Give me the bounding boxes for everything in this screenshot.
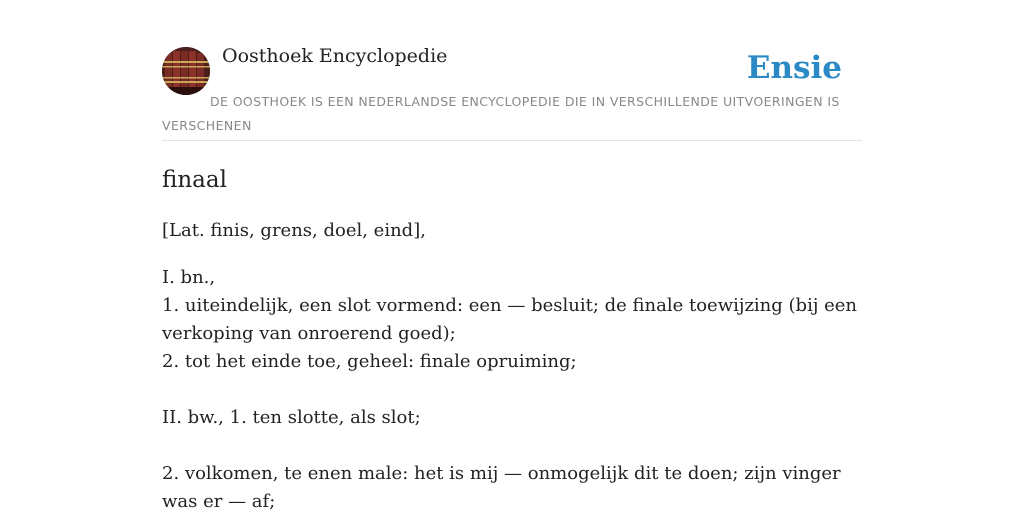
header — [162, 0, 862, 141]
entry-title: finaal — [162, 167, 227, 193]
definition-line: II. bw., 1. ten slotte, als slot; — [162, 407, 421, 428]
entry-etymology: [Lat. finis, grens, doel, eind], — [162, 220, 426, 241]
entry-content — [162, 165, 862, 516]
definition-line: 2. volkomen, te enen male: het is mij — onmogelijk dit te doen; zijn vinger was er — af; — [162, 463, 841, 512]
ensie-logo[interactable]: Ensie — [746, 50, 842, 86]
site-tagline: DE OOSTHOEK IS EEN NEDERLANDSE ENCYCLOPEDIE DIE IN VERSCHILLENDE UITVOERINGEN IS VERSCHENEN — [162, 94, 840, 133]
entry-definition — [162, 264, 862, 516]
definition-line: 2. tot het einde toe, geheel: finale opruiming; — [162, 351, 577, 372]
definition-line: 1. uiteindelijk, een slot vormend: een — besluit; de finale toewijzing (bij een verkoping van onroerend goed); — [162, 295, 858, 344]
site-title-link[interactable]: Oosthoek Encyclopedie — [222, 45, 448, 67]
encyclopedia-books-icon[interactable] — [162, 47, 210, 95]
definition-spacer — [162, 432, 862, 460]
page — [162, 0, 862, 516]
definition-line: I. bn., — [162, 267, 216, 288]
definition-spacer — [162, 376, 862, 404]
